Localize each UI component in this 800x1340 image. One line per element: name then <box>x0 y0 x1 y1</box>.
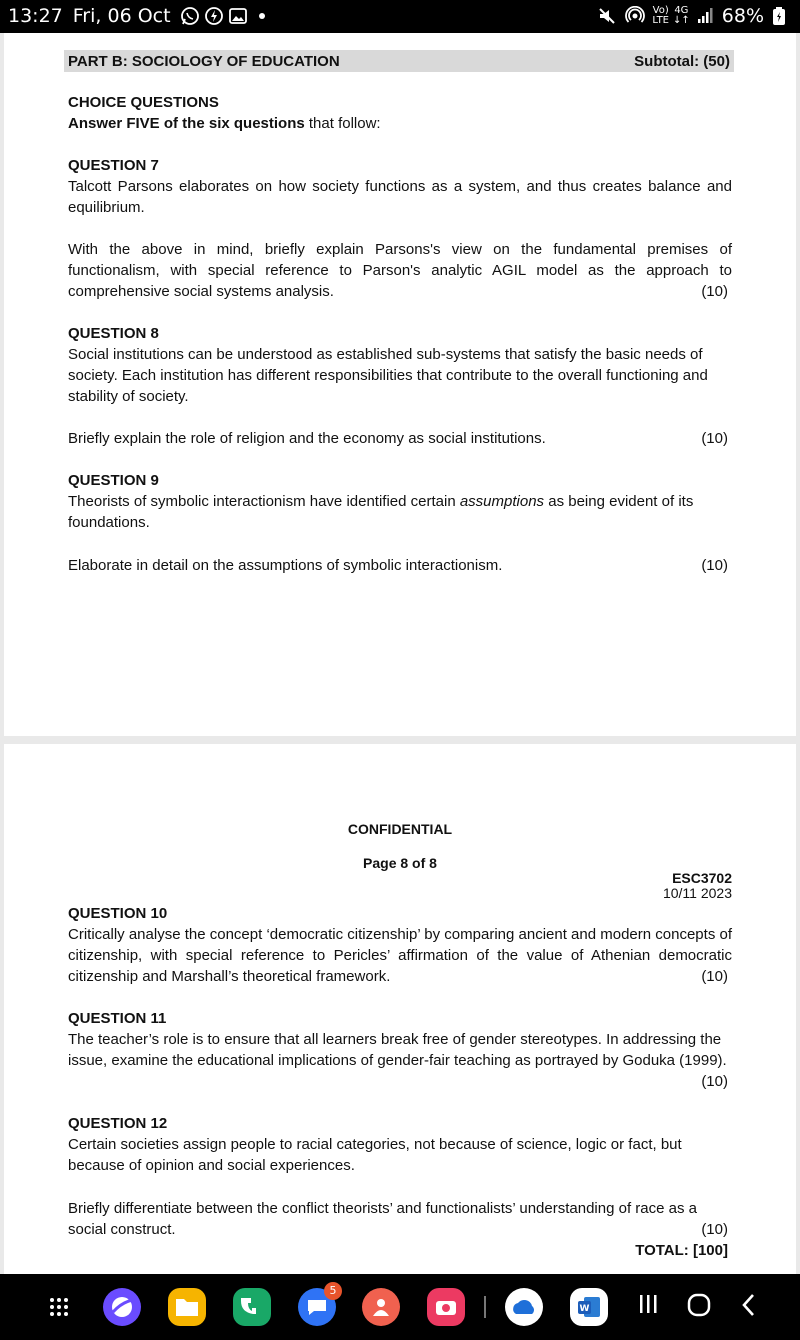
choice-heading: CHOICE QUESTIONS <box>68 94 219 111</box>
question-8-title: QUESTION 8 <box>68 325 159 342</box>
part-header-bar <box>64 50 734 72</box>
my-files-icon[interactable] <box>168 1288 206 1326</box>
question-9-title: QUESTION 9 <box>68 472 159 489</box>
question-12-intro: Certain societies assign people to racial categories, not because of science, logic or fact, but because of opinion and social experiences. <box>68 1136 682 1174</box>
network-type: 4G ↓↑ <box>673 5 690 26</box>
question-10-title: QUESTION 10 <box>68 905 168 922</box>
question-12-marks: (10) <box>701 1221 728 1238</box>
dock-divider <box>484 1296 486 1318</box>
question-9-intro: Theorists of symbolic interactionism have identified certain assumptions as being evident of its foundations. <box>68 493 694 531</box>
internet-icon[interactable] <box>103 1288 141 1326</box>
phone-icon[interactable] <box>233 1288 271 1326</box>
battery-saver-icon <box>203 5 225 27</box>
course-code: ESC3702 <box>672 870 732 886</box>
question-10-text: Critically analyse the concept ‘democratic citizenship’ by comparing ancient and modern concepts of citizenship, with special reference to Pericles’ affirmation of the value of Athenian democratic citizenship and Marshall’s theoretical framework. <box>68 926 732 985</box>
subtotal: Subtotal: (50) <box>634 53 730 70</box>
battery-percent: 68% <box>721 5 764 27</box>
app-drawer-icon[interactable] <box>40 1288 78 1326</box>
gallery-icon <box>227 5 249 27</box>
question-7-marks: (10) <box>701 283 728 300</box>
onedrive-icon[interactable] <box>505 1288 543 1326</box>
messages-icon[interactable] <box>298 1284 337 1326</box>
messages-badge: 5 <box>324 1282 342 1300</box>
camera-icon[interactable] <box>427 1288 465 1326</box>
question-9-marks: (10) <box>701 557 728 574</box>
question-7-task: With the above in mind, briefly explain Parsons's view on the fundamental premises of functionalism, with special reference to Parson's analytic AGIL model as the approach to comprehensive social systems analysis. <box>68 241 732 300</box>
question-10-marks: (10) <box>701 968 728 985</box>
svg-text:W: W <box>579 1304 590 1314</box>
question-12-task: Briefly differentiate between the conflict theorists’ and functionalists’ understanding of race as a social construct. <box>68 1200 697 1238</box>
clock: 13:27 <box>8 5 63 27</box>
battery-icon <box>768 5 790 27</box>
part-title: PART B: SOCIOLOGY OF EDUCATION <box>68 53 340 70</box>
question-12-title: QUESTION 12 <box>68 1115 168 1132</box>
hotspot-icon <box>624 5 646 27</box>
instruction: Answer FIVE of the six questions that follow: <box>68 115 381 132</box>
document-page-7 <box>4 33 796 736</box>
confidential-label: CONFIDENTIAL <box>347 821 453 837</box>
date: Fri, 06 Oct <box>72 5 171 27</box>
question-8-task: Briefly explain the role of religion and the economy as social institutions. <box>68 430 546 447</box>
course-code-block <box>663 871 732 901</box>
question-7-intro: Talcott Parsons elaborates on how society functions as a system, and thus creates balance and equilibrium. <box>68 178 732 216</box>
question-7-title: QUESTION 7 <box>68 157 159 174</box>
question-8-marks: (10) <box>701 430 728 447</box>
total-marks: TOTAL: [100] <box>635 1242 728 1259</box>
status-bar <box>0 0 800 33</box>
home-button[interactable] <box>686 1292 712 1325</box>
contacts-icon[interactable] <box>362 1288 400 1326</box>
recent-apps-button[interactable] <box>636 1292 660 1323</box>
word-icon[interactable] <box>570 1288 608 1326</box>
signal-icon <box>694 5 716 27</box>
more-notifications-dot <box>251 5 273 27</box>
volte-indicator: Vo) LTE <box>652 5 669 26</box>
page-number: Page 8 of 8 <box>363 855 437 871</box>
question-11-text: The teacher’s role is to ensure that all learners break free of gender stereotypes. In addressing the issue, examine the educational implications of gender-fair teaching as portrayed by Goduka (1999). <box>68 1031 727 1069</box>
question-8-intro: Social institutions can be understood as established sub-systems that satisfy the basic needs of society. Each institution has different responsibilities that contribute to the overall functioning and stability of society. <box>68 346 708 405</box>
exam-date: 10/11 2023 <box>662 885 732 901</box>
whatsapp-icon <box>179 5 201 27</box>
document-page-8 <box>4 744 796 1274</box>
question-11-marks: (10) <box>701 1073 728 1090</box>
back-button[interactable] <box>738 1292 760 1325</box>
navigation-bar <box>0 1274 800 1340</box>
question-9-task: Elaborate in detail on the assumptions of symbolic interactionism. <box>68 557 503 574</box>
mute-icon <box>596 5 618 27</box>
question-11-title: QUESTION 11 <box>68 1010 167 1027</box>
